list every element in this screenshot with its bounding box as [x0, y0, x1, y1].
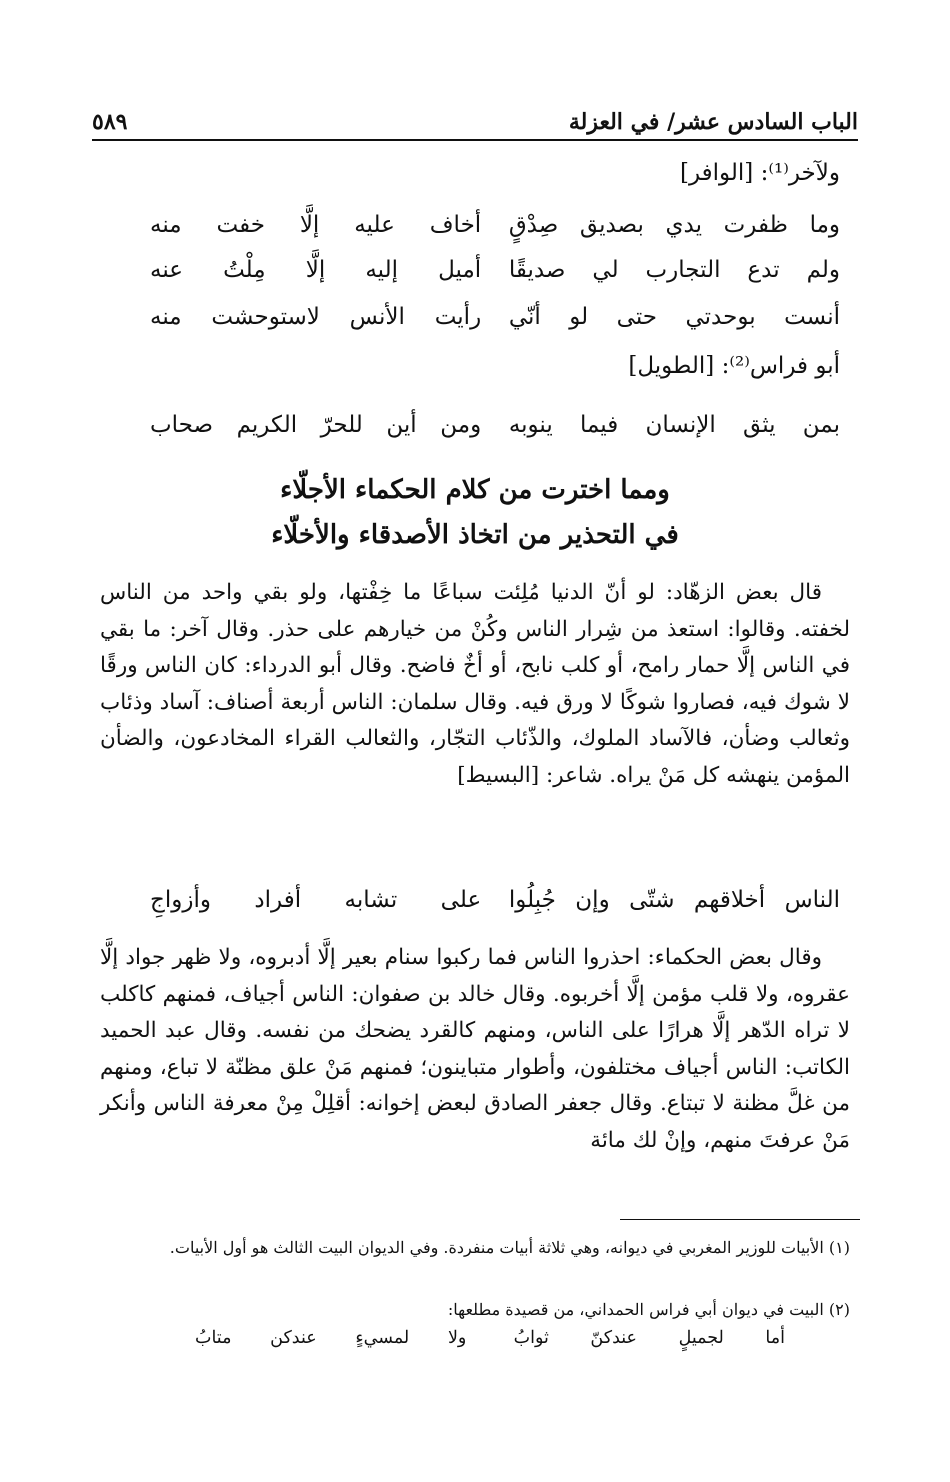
hemistich-left: أخاف عليه إلَّا خفت منه: [150, 212, 482, 238]
chapter-title: الباب السادس عشر/ في العزلة: [568, 109, 858, 135]
hemistich-right: أنست بوحدتي حتى لو أنّي: [508, 304, 840, 330]
poem1-verse-2: [150, 248, 840, 292]
page-number: ٥٨٩: [92, 109, 128, 135]
section-heading-line-2: في التحذير من اتخاذ الأصدقاء والأخلّاء: [271, 520, 679, 550]
hemistich-left: ولا لمسيءٍ عندكن متابُ: [195, 1328, 467, 1348]
paragraph-2: وقال بعض الحكماء: احذروا الناس فما ركبوا سنام بعير إلَّا أدبروه، ولا ظهر جواد إلَّا عقروه، ولا قلب مؤمن إلَّا أخربوه. وقال خالد بن صفوان: الناس أجياف، فمنهم كاكلب لا تراه الدّهر إلَّا هرارًا على الناس، ومنهم كالقرد يضحك من نفسه. وقال عبد الحميد الكاتب: الناس أجياف مختلفون، وأطوار متباينون؛ فمنهم مَنْ علق مظنّة لا تباع، ومنهم من غلَّ مظنة لا تبتاع. وقال جعفر الصادق لبعض إخوانه: أقلِلْ مِنْ معرفة الناس وأنكر مَنْ عرفتَ منهم، وإنْ لك مائة: [100, 945, 850, 1153]
hemistich-right: أما لجميلٍ عندكنّ ثوابُ: [513, 1328, 785, 1348]
hemistich-right: وما ظفرت يدي بصديق صِدْقٍ: [508, 212, 840, 238]
footnote-2: (٢) البيت في ديوان أبي فراس الحمداني، من قصيدة مطلعها:: [447, 1300, 850, 1319]
hemistich-left: على تشابه أفراد وأزواجِ: [150, 887, 482, 913]
section-heading-line-1: ومما اخترت من كلام الحكماء الأجلّاء: [280, 475, 670, 505]
poem1-verse-1: [150, 203, 840, 247]
hemistich-right: بمن يثق الإنسان فيما ينوبه: [508, 412, 840, 438]
paragraph-1: قال بعض الزهّاد: لو أنّ الدنيا مُلِئت سباعًا ما خِفْتها، ولو بقي واحد من الناس لخفته. وقالوا: استعذ من شِرار الناس وكُنْ من خيارهم على حذر. وقال آخر: ما بقي في الناس إلَّا حمار رامح، أو كلب نابح، أو أخٌ فاضح. وقال أبو الدرداء: كان الناس ورقًا لا شوك فيه، فصاروا شوكًا لا ورق فيه. وقال سلمان: الناس أربعة أصناف: آساد وذئاب وثعالب وضأن، فالآساد الملوك، والذّئاب التجّار، والثعالب القراء المخادعون، والضأن المؤمن ينهشه كل مَنْ يراه. شاعر: [البسيط]: [100, 580, 850, 788]
poem3-verse-1: [150, 878, 840, 922]
poem1-intro: ولآخر⁽¹⁾: [الوافر]: [679, 160, 840, 186]
footnote-divider: [620, 1219, 860, 1220]
hemistich-right: الناس أخلاقهم شتّى وإن جُبِلُوا: [508, 887, 840, 913]
header-divider: [92, 139, 858, 141]
poem1-verse-3: [150, 295, 840, 339]
poem2-intro: أبو فراس⁽²⁾: [الطويل]: [628, 353, 840, 379]
hemistich-right: ولم تدع التجارب لي صديقًا: [508, 257, 840, 283]
footnote-2-verse: [195, 1328, 785, 1356]
hemistich-left: أميل إليه إلَّا مِلْتُ عنه: [150, 257, 482, 283]
hemistich-left: رأيت الأنس لاستوحشت منه: [150, 304, 482, 330]
hemistich-left: ومن أين للحرّ الكريم صحاب: [150, 412, 482, 438]
poem2-verse-1: [150, 403, 840, 447]
footnote-1: (١) الأبيات للوزير المغربي في ديوانه، وهي ثلاثة أبيات منفردة. وفي الديوان البيت الثالث هو أول الأبيات.: [169, 1238, 850, 1257]
running-header: [92, 95, 858, 135]
